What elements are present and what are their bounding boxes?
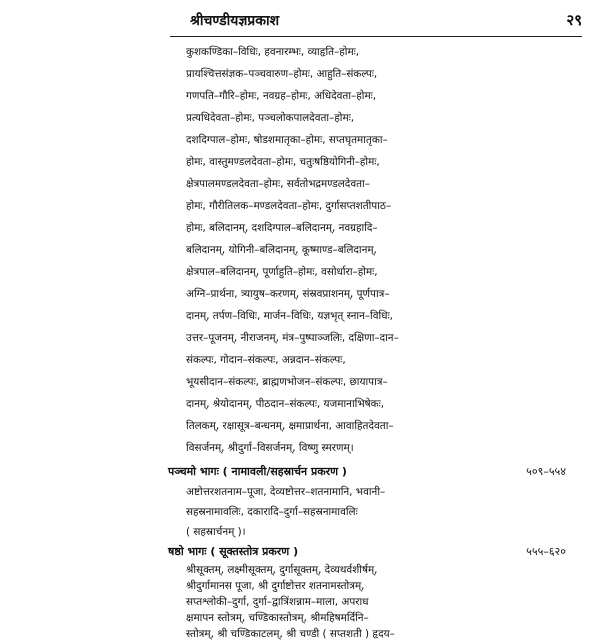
contents-line: बलिदानम्, योगिनी–बलिदानम्, कूष्माण्ड–बलिदानम्, — [186, 244, 377, 256]
section-heading — [168, 544, 580, 560]
section-title: पञ्चमो भागः ( नामावली/सहस्रार्चन प्रकरण ) — [168, 465, 347, 478]
contents-line: क्षेत्रपाल–बलिदानम्, पूर्णाहुति–होमः, वसोर्धारा–होमः, — [186, 266, 378, 278]
contents-line: संकल्पः, गोदान–संकल्पः, अन्नदान–संकल्पः, — [186, 354, 346, 366]
contents-line: क्षमापन स्तोत्रम्, चण्डिकास्तोत्रम्, श्रीमहिषमर्दिनि– — [186, 612, 369, 624]
page-range: ५०९–५५४ — [526, 465, 566, 478]
contents-line: सहस्रनामावलिः, दकारादि–दुर्गा–सहस्रनामावलिः — [186, 506, 358, 518]
contents-line: क्षेत्रपालमण्डलदेवता–होमः, सर्वतोभद्रमण्डलदेवता– — [186, 178, 370, 190]
contents-line: तिलकम्, रक्षासूत्र–बन्धनम्, क्षमाप्रार्थना, आवाहितदेवता– — [186, 420, 394, 432]
contents-line: अग्नि–प्रार्थना, त्र्यायुष–करणम्, संस्रवप्राशनम्, पूर्णपात्र– — [186, 288, 390, 300]
contents-line: होमः, बलिदानम्, दशदिग्पाल–बलिदानम्, नवग्रहादि– — [186, 222, 378, 234]
contents-line: सप्तश्लोकी–दुर्गा, दुर्गा–द्वात्रिंशन्नाम–माला, अपराध — [186, 596, 369, 608]
contents-line: प्रायश्चित्तसंज्ञक–पञ्चवारुण–होमः, आहुति–संकल्पः, — [186, 68, 378, 80]
page-number: २९ — [566, 11, 582, 29]
contents-line: भूयसीदान–संकल्पः, ब्राह्मणभोजन–संकल्पः, छायापात्र– — [186, 376, 388, 388]
header-title: श्रीचण्डीयज्ञप्रकाश — [190, 13, 280, 29]
contents-line: अष्टोत्तरशतनाम–पूजा, देव्यष्टोत्तर–शतनामानि, भवानी– — [186, 486, 386, 498]
page-range: ५५५–६२० — [526, 545, 566, 558]
contents-line: होमः, गौरीतिलक–मण्डलदेवता–होमः, दुर्गासप्तशतीपाठ– — [186, 200, 392, 212]
section-title: षष्ठो भागः ( सूक्तस्तोत्र प्रकरण ) — [168, 545, 299, 558]
contents-line: दानम्, श्रेयोदानम्, पीठदान–संकल्पः, यजमानाभिषेकः, — [186, 398, 385, 410]
running-header — [170, 10, 582, 37]
contents-line: दशदिग्पाल–होमः, षोडशमातृका–होमः, सप्तघृतमातृका– — [186, 134, 388, 146]
contents-line: विसर्जनम्, श्रीदुर्गा–विसर्जनम्, विष्णु स्मरणम्। — [186, 442, 354, 454]
contents-line: गणपति–गौरि–होमः, नवग्रह–होमः, अधिदेवता–होमः, — [186, 90, 377, 102]
contents-line: प्रत्यधिदेवता–होमः, पञ्चलोकपालदेवता–होमः, — [186, 112, 355, 124]
contents-line: स्तोत्रम्, श्री चण्डिकाटलम्, श्री चण्डी ( सप्तशती ) हृदय– — [186, 628, 395, 640]
contents-line: ( सहस्रार्चनम् )। — [186, 526, 246, 538]
contents-line: श्रीदुर्गामानस पूजा, श्री दुर्गाष्टोत्तर शतनामस्तोत्रम्, — [186, 580, 365, 592]
section-heading — [168, 464, 580, 480]
contents-line: उत्तर–पूजनम्, नीराजनम्, मंत्र–पुष्पाञ्जलिः, दक्षिणा–दान– — [186, 332, 399, 344]
contents-line: होमः, वास्तुमण्डलदेवता–होमः, चतुःषष्ठियोगिनी–होमः, — [186, 156, 380, 168]
contents-line: श्रीसूक्तम्, लक्ष्मीसूक्तम्, दुर्गासूक्तम्, देव्यथर्वशीर्षम्, — [186, 564, 378, 576]
contents-line: दानम्, तर्पण–विधिः, मार्जन–विधिः, यज्ञभृत् स्नान–विधिः, — [186, 310, 393, 322]
contents-line: कुशकण्डिका–विधिः, हवनारम्भः, व्याहृति–होमः, — [186, 46, 360, 58]
